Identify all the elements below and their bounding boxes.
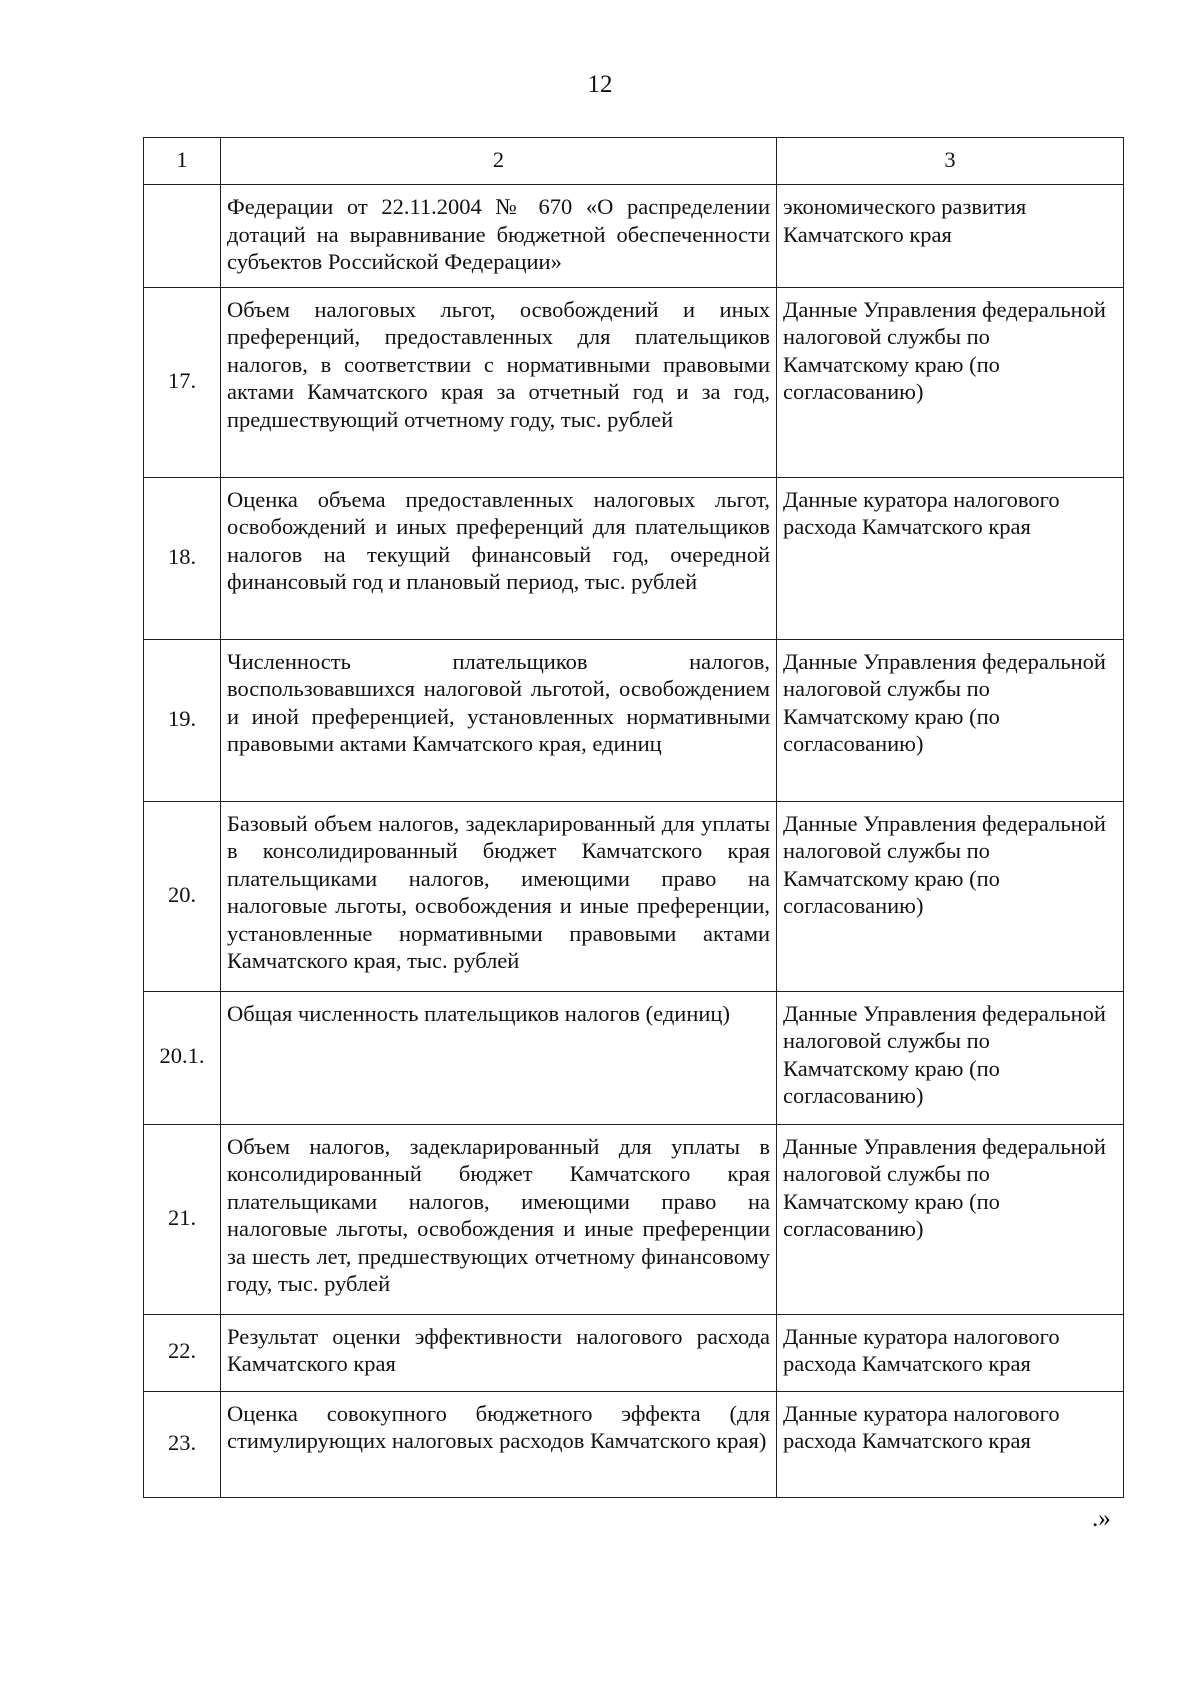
row-source: Данные куратора налогового расхода Камчатского края — [777, 477, 1124, 639]
column-header-1: 1 — [144, 138, 221, 185]
row-description: Федерации от 22.11.2004 № 670 «О распределении дотаций на выравнивание бюджетной обеспеченности субъектов Российской Федерации» — [221, 185, 777, 288]
table-row — [144, 477, 1124, 639]
row-source: экономического развития Камчатского края — [777, 185, 1124, 288]
row-description: Базовый объем налогов, задекларированный для уплаты в консолидированный бюджет Камчатского края плательщиками налогов, имеющими право на налоговые льготы, освобождения и иные преференции, установленные нормативными правовыми актами Камчатского края, тыс. рублей — [221, 801, 777, 991]
table-row — [144, 991, 1124, 1124]
row-source: Данные куратора налогового расхода Камчатского края — [777, 1314, 1124, 1391]
row-number: 20. — [144, 801, 221, 991]
table-row — [144, 287, 1124, 477]
row-number: 23. — [144, 1391, 221, 1497]
row-number: 17. — [144, 287, 221, 477]
row-description: Общая численность плательщиков налогов (единиц) — [221, 991, 777, 1124]
row-description: Объем налогов, задекларированный для уплаты в консолидированный бюджет Камчатского края плательщиками налогов, имеющими право на налоговые льготы, освобождения и иные преференции за шесть лет, предшествующих отчетному финансовому году, тыс. рублей — [221, 1124, 777, 1314]
table-row — [144, 185, 1124, 288]
column-header-3: 3 — [777, 138, 1124, 185]
row-description: Оценка совокупного бюджетного эффекта (для стимулирующих налоговых расходов Камчатского края) — [221, 1391, 777, 1497]
row-source: Данные Управления федеральной налоговой службы по Камчатскому краю (по согласованию) — [777, 287, 1124, 477]
table-row — [144, 1124, 1124, 1314]
indicators-table — [143, 137, 1124, 1498]
table-row — [144, 1314, 1124, 1391]
row-description: Оценка объема предоставленных налоговых льгот, освобождений и иных преференций для плательщиков налогов на текущий финансовый год, очередной финансовый год и плановый период, тыс. рублей — [221, 477, 777, 639]
row-number: 19. — [144, 639, 221, 801]
table-header-row — [144, 138, 1124, 185]
page-number: 12 — [587, 71, 613, 98]
row-source: Данные Управления федеральной налоговой службы по Камчатскому краю (по согласованию) — [777, 801, 1124, 991]
table-row — [144, 639, 1124, 801]
table-row — [144, 1391, 1124, 1497]
row-number: 20.1. — [144, 991, 221, 1124]
row-number: 22. — [144, 1314, 221, 1391]
row-source: Данные куратора налогового расхода Камчатского края — [777, 1391, 1124, 1497]
row-source: Данные Управления федеральной налоговой службы по Камчатскому краю (по согласованию) — [777, 991, 1124, 1124]
table-row — [144, 801, 1124, 991]
row-number — [144, 185, 221, 288]
row-description: Результат оценки эффективности налогового расхода Камчатского края — [221, 1314, 777, 1391]
row-number: 18. — [144, 477, 221, 639]
row-description: Объем налоговых льгот, освобождений и иных преференций, предоставленных для плательщиков налогов, в соответствии с нормативными правовыми актами Камчатского края за отчетный год и за год, предшествующий отчетному году, тыс. рублей — [221, 287, 777, 477]
row-source: Данные Управления федеральной налоговой службы по Камчатскому краю (по согласованию) — [777, 1124, 1124, 1314]
row-source: Данные Управления федеральной налоговой службы по Камчатскому краю (по согласованию) — [777, 639, 1124, 801]
row-number: 21. — [144, 1124, 221, 1314]
row-description: Численность плательщиков налогов, воспользовавшихся налоговой льготой, освобождением и иной преференцией, установленных нормативными правовыми актами Камчатского края, единиц — [221, 639, 777, 801]
closing-quote-mark: .» — [1092, 1505, 1111, 1532]
column-header-2: 2 — [221, 138, 777, 185]
